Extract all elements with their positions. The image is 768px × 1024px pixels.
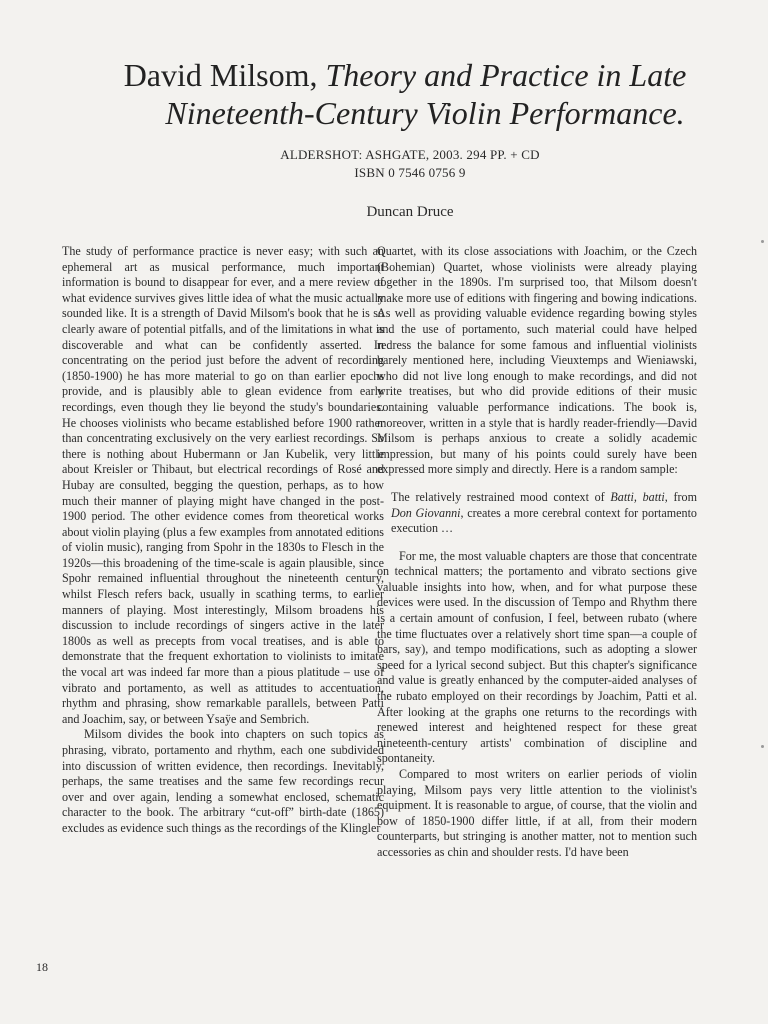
quote-text-2: , from <box>664 489 697 504</box>
publication-details <box>160 146 660 182</box>
reviewer-name: Duncan Druce <box>366 204 454 220</box>
quote-opera-title: Don Giovanni <box>391 505 461 520</box>
book-title-part-2: Nineteenth-Century Violin Performance. <box>165 95 685 131</box>
title-line-1 <box>60 56 750 94</box>
book-author: David Milsom, <box>123 57 318 93</box>
quote-text-1: The relatively restrained mood context of <box>391 489 611 504</box>
scan-speck <box>761 745 764 748</box>
right-paragraph-2: For me, the most valuable chapters are those that concentrate on technical matters; the portamento and vibrato sections give valuable insights into how, when, and for what purpose these devices were used. In the discussion of Tempo and Rhythm there is a certain amount of confusion, I feel, between rubato (where the time fluctuates over a relatively short time span—a couple of bars, say), and tempo modifications, such as adopting a slower speed for a lyrical second subject. But this chapter's significance and value is greatly enhanced by the computer-aided analyses of the rubato employed on their recordings by Joachim, Patti et al. After looking at the graphs one returns to the recordings with renewed interest and heightened respect for these great nineteenth-century artists' combination of discipline and spontaneity. <box>377 548 697 766</box>
left-paragraph-2: Milsom divides the book into chapters on such topics as phrasing, vibrato, portamento and rhythm, each one subdivided into discussion of written evidence, then recordings. Inevitably, perhaps, the same treatises and the same few recordings recur over and over again, lending a somewhat enclosed, schematic character to the book. The arbitrary “cut-off” birth-date (1865) excludes as evidence such things as the recordings of the Klingler <box>62 727 384 835</box>
right-paragraph-3: Compared to most writers on earlier periods of violin playing, Milsom pays very little attention to the violinist's equipment. It is reasonable to argue, of course, that the violin and bow of 1850-1900 differ little, if at all, from their modern counterparts, but stringing is another matter, not to mention such accessories as chin and shoulder rests. I'd have been <box>377 767 697 859</box>
book-title-part-1: Theory and Practice in Late <box>325 57 687 93</box>
block-quote <box>391 490 697 537</box>
title-line-2 <box>60 94 750 132</box>
scan-speck <box>761 240 764 243</box>
right-paragraph-1: Quartet, with its close associations with Joachim, or the Czech (Bohemian) Quartet, whose violinists were already playing together in the 1890s. I'm surprised too, that Milsom doesn't make more use of editions with fingering and bowing indications. As well as providing valuable evidence regarding bowing styles and the use of portamento, such material could have helped redress the balance for some famous and influential violinists barely mentioned here, including Vieuxtemps and Wieniawski, who did not live long enough to make recordings, and did not write treatises, but who did provide editions of their music containing valuable performance indications. The book is, moreover, written in a style that is hardly reader-friendly—David Milsom is perhaps anxious to create a solidly academic impression, but many of his points could surely have been expressed more simply and directly. Here is a random sample: <box>377 244 697 477</box>
left-column <box>62 244 384 837</box>
quote-text-3: , creates a more cerebral context for portamento execution … <box>391 505 697 536</box>
publisher-line: ALDERSHOT: ASHGATE, 2003. 294 PP. + CD <box>280 147 540 162</box>
review-title <box>60 56 750 132</box>
left-paragraph-1: The study of performance practice is never easy; with such an ephemeral art as musical performance, much important information is bound to disappear for ever, and a mere review of what evidence survives gives little idea of what the music actually sounded like. It is a strength of David Milsom's book that he is so clearly aware of potential pitfalls, and of the limitations in what is discoverable and what can be confidently asserted. In concentrating on the period just before the advent of recording (1850-1900) he has more material to go on than earlier epochs provide, and is plausibly able to glean evidence from early recordings, even though they lie beyond the study's boundaries. He chooses violinists who became established before 1900 rather than concentrating exclusively on the very earliest recordings. So there is nothing about Hubermann or Jan Kubelik, very little about Kreisler or Thibaut, but electrical recordings of Rosé and Hubay are consulted, begging the question, perhaps, as to how much their manner of playing might have changed in the post-1900 period. The other evidence comes from theoretical works about violin playing (plus a few examples from annotated editions of violin music), ranging from Spohr in the 1830s to Flesch in the 1920s—this broadening of the time-scale is again plausible, since Spohr remained influential throughout the nineteenth century, whilst Flesch refers back, usually in scathing terms, to earlier manners of playing. Most interestingly, Milsom broadens his discussion to include recordings of singers active in the later 1800s as well as precepts from vocal treatises, and is able to demonstrate that the frequent exhortation to violinists to imitate the vocal art was indeed far more than a pious platitude – use of vibrato and portamento, as well as attitudes to accentuation, rhythm and phrasing, show remarkable parallels, between Patti and Joachim, say, or between Ysaÿe and Sembrich. <box>62 244 384 726</box>
isbn-line: ISBN 0 7546 0756 9 <box>354 165 466 180</box>
page-number: 18 <box>36 960 48 974</box>
right-column <box>377 244 697 861</box>
quote-aria-title: Batti, batti <box>610 489 665 504</box>
